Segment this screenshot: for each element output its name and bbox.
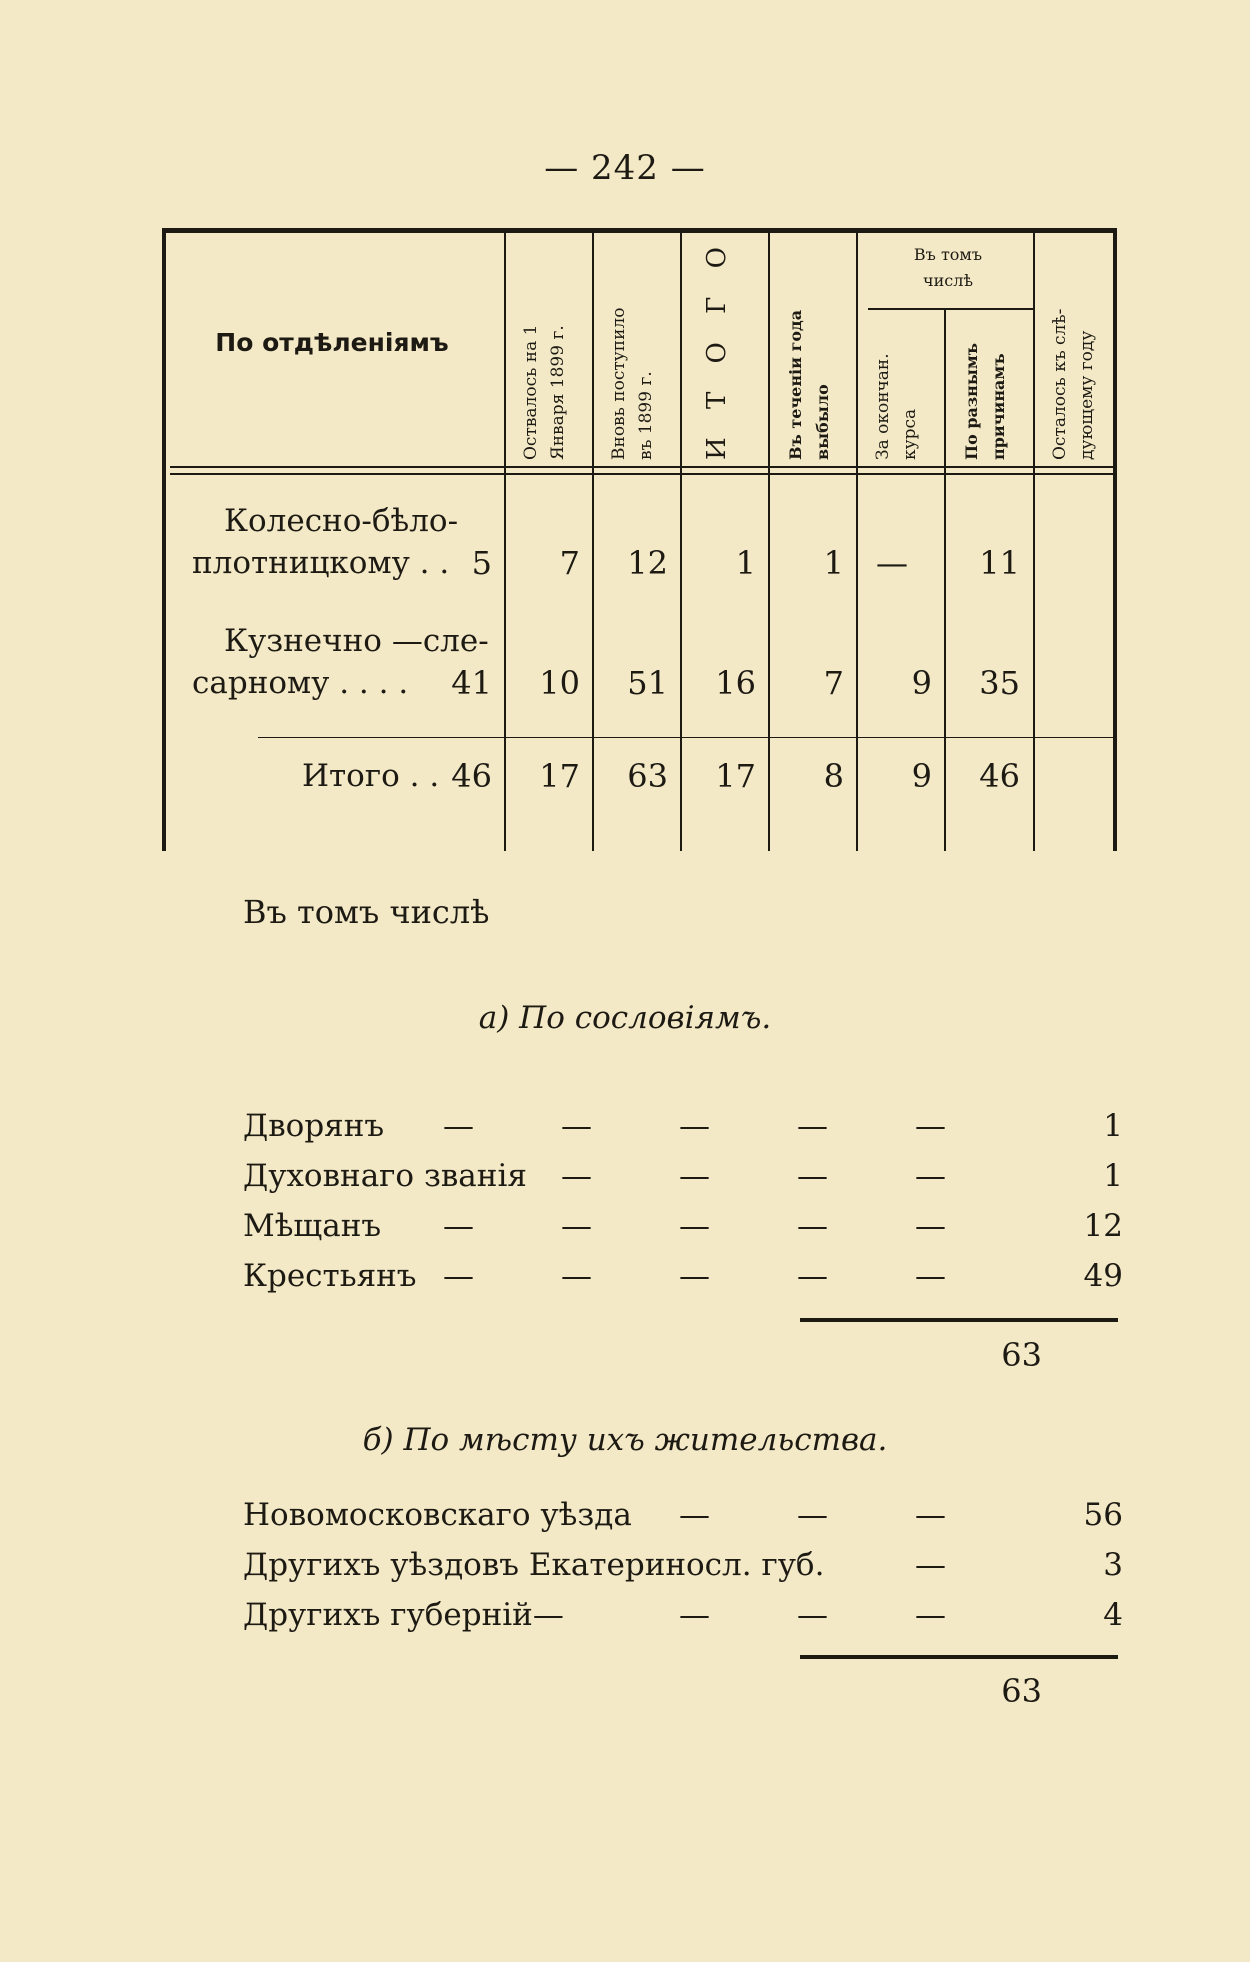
list-item: Другихъ уѣздовъ Екатериносл. губ. — 3 (243, 1547, 1123, 1583)
table-cell: 5 (471, 544, 492, 582)
table-cell: 9 (911, 664, 932, 702)
list-item: Мѣщанъ — — — — — 12 (243, 1208, 1123, 1244)
table-top-rule (162, 228, 1117, 233)
column-header: И Т О Г О (702, 237, 732, 460)
column-header: Въ теченіи года выбыло (786, 309, 832, 460)
total-label: Итого . . (302, 758, 440, 794)
row-label: плотницкому . . (192, 545, 450, 581)
group-header-rule (868, 308, 1033, 310)
sum-rule (800, 1655, 1118, 1659)
row-label: сарному . . . . (192, 665, 409, 701)
row-label: Кузнечно —сле- (224, 623, 489, 659)
section-a-title: а) По сословіямъ. (478, 1000, 772, 1036)
table-cell: 16 (715, 664, 756, 702)
table-cell: 10 (539, 664, 580, 702)
total-cell: 46 (451, 757, 492, 795)
total-rule (258, 737, 1117, 738)
table-cell: 35 (979, 664, 1020, 702)
table-right-border (1113, 233, 1117, 851)
total-cell: 17 (715, 757, 756, 795)
section-b-total: 63 (1001, 1672, 1042, 1710)
header-rule-double (170, 473, 1117, 475)
header-rule (170, 466, 1117, 468)
page-number: — 242 — (544, 148, 706, 188)
total-cell: 63 (627, 757, 668, 795)
list-item: Новомосковскаго уѣзда — — — 56 (243, 1497, 1123, 1533)
column-header: За окончан. курса (873, 353, 920, 460)
total-cell: 9 (911, 757, 932, 795)
total-cell: 8 (823, 757, 844, 795)
total-cell: 46 (979, 757, 1020, 795)
column-header: Вновь поступило въ 1899 г. (609, 307, 656, 460)
table-cell: 7 (559, 544, 580, 582)
table-cell: 51 (627, 664, 668, 702)
statistics-table (162, 228, 1117, 856)
table-left-border (162, 233, 166, 851)
table-cell: — (876, 544, 908, 582)
table-cell: 7 (823, 664, 844, 702)
section-a-total: 63 (1001, 1336, 1042, 1374)
row-header-label: По отдѣленіямъ (215, 328, 449, 357)
column-header: Оствалось на 1 Января 1899 г. (521, 324, 568, 460)
column-header: По разнымъ причинамъ (962, 342, 1008, 460)
table-cell: 12 (627, 544, 668, 582)
sum-rule (800, 1318, 1118, 1322)
list-item: Крестьянъ — — — — — 49 (243, 1258, 1123, 1294)
group-header: Въ томъ числѣ (913, 245, 983, 290)
in-that-number-heading: Въ томъ числѣ (243, 893, 490, 931)
list-item: Дворянъ — — — — — 1 (243, 1108, 1123, 1144)
table-cell: 41 (451, 664, 492, 702)
list-item: Духовнаго званія — — — — 1 (243, 1158, 1123, 1194)
table-cell: 1 (735, 544, 756, 582)
list-item: Другихъ губерній— — — — 4 (243, 1597, 1123, 1633)
section-b-title: б) По мѣсту ихъ жительства. (362, 1422, 888, 1458)
total-cell: 17 (539, 757, 580, 795)
column-header: Осталось къ слѣ- дующему году (1050, 308, 1097, 460)
column-divider (1033, 233, 1035, 851)
table-cell: 1 (823, 544, 844, 582)
row-label: Колесно-бѣло- (224, 503, 459, 539)
table-cell: 11 (979, 544, 1020, 582)
